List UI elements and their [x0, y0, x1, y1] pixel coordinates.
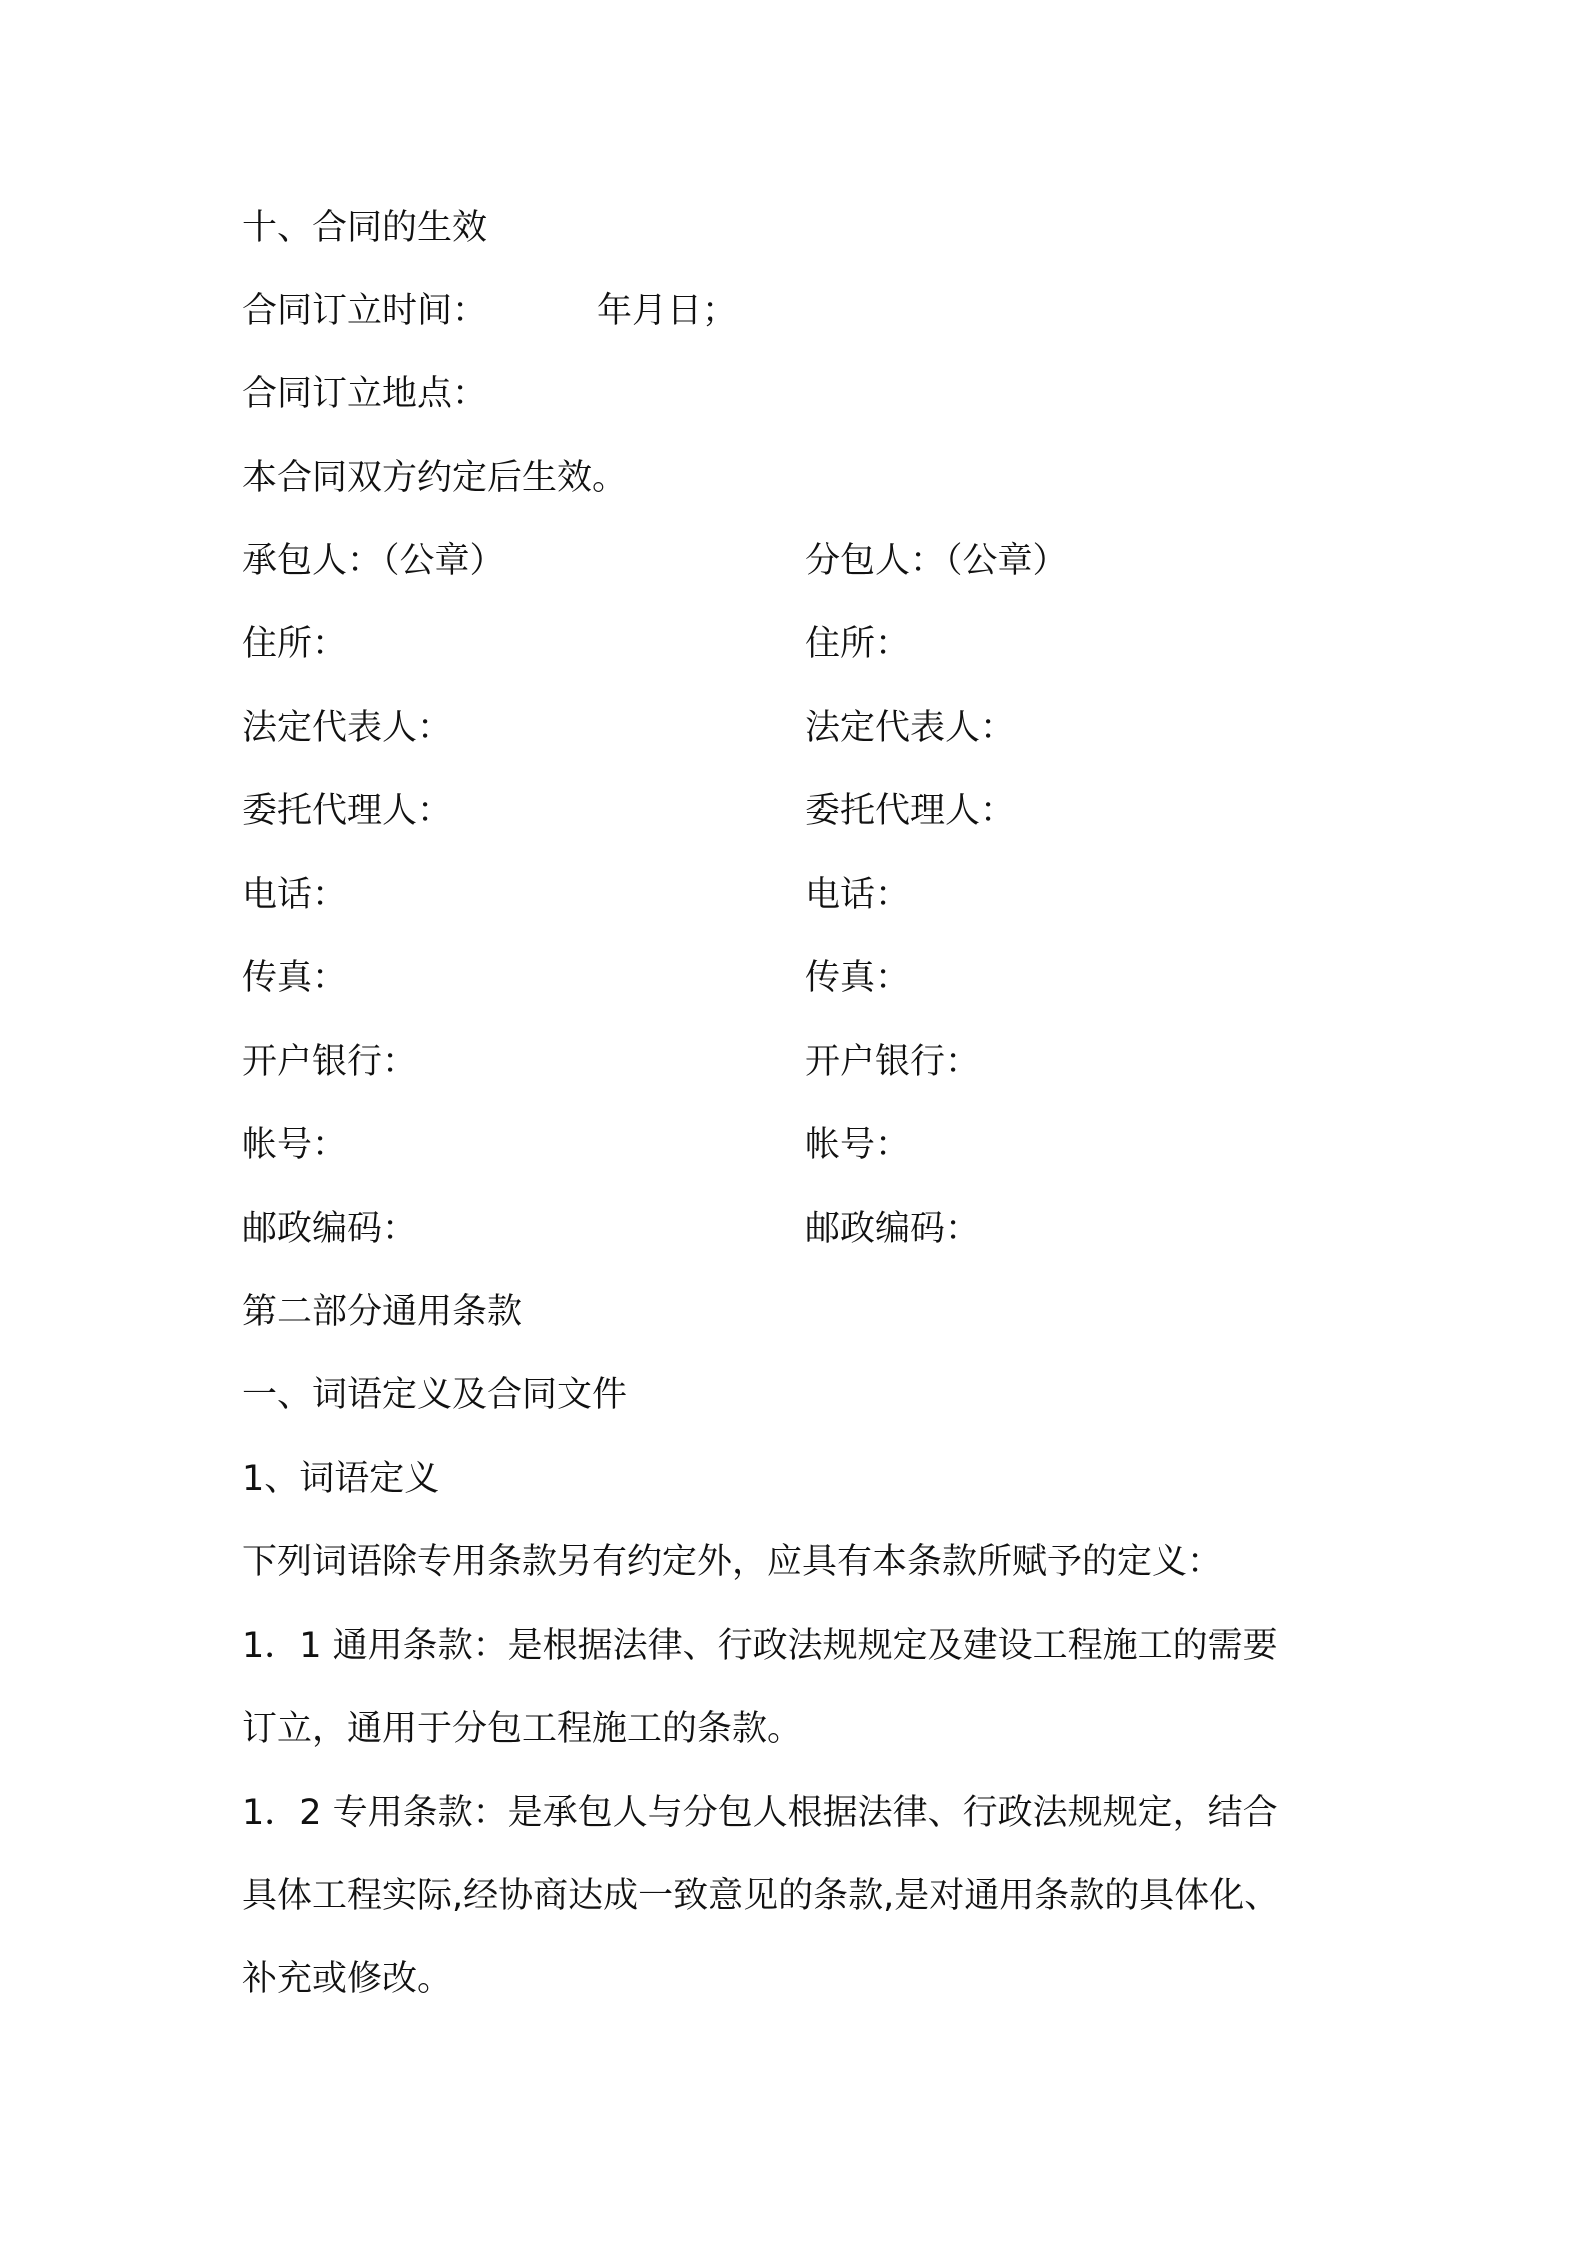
- contractor-phone-label: 电话：: [242, 875, 348, 915]
- contractor-seal-label: 承包人：（公章）: [242, 541, 505, 581]
- part-two-title: 第二部分通用条款: [242, 1292, 523, 1332]
- subcontractor-agent-label: 委托代理人：: [805, 791, 1016, 831]
- section-heading: 十、合同的生效: [242, 208, 488, 248]
- sign-time-date: 年月日；: [597, 291, 738, 331]
- contractor-address-label: 住所：: [242, 624, 348, 664]
- subcontractor-account-label: 帐号：: [805, 1125, 911, 1165]
- contractor-agent-label: 委托代理人：: [242, 791, 453, 831]
- item-1-1-line-2: 订立，通用于分包工程施工的条款。: [242, 1709, 803, 1749]
- item-1-2-line-1: 1．2 专用条款：是承包人与分包人根据法律、行政法规规定，结合: [242, 1793, 1278, 1833]
- contractor-postcode-label: 邮政编码：: [242, 1209, 418, 1249]
- contractor-bank-label: 开户银行：: [242, 1042, 418, 1082]
- definitions-intro: 下列词语除专用条款另有约定外，应具有本条款所赋予的定义：: [242, 1542, 1223, 1582]
- item-1-1-line-1: 1．1 通用条款：是根据法律、行政法规规定及建设工程施工的需要: [242, 1626, 1278, 1666]
- subcontractor-address-label: 住所：: [805, 624, 911, 664]
- chapter-one-heading: 一、词语定义及合同文件: [242, 1375, 628, 1415]
- subcontractor-postcode-label: 邮政编码：: [805, 1209, 981, 1249]
- effect-statement: 本合同双方约定后生效。: [242, 458, 628, 498]
- subcontractor-phone-label: 电话：: [805, 875, 911, 915]
- contractor-account-label: 帐号：: [242, 1125, 348, 1165]
- subcontractor-seal-label: 分包人：（公章）: [805, 541, 1068, 581]
- item-1-2-line-2: 具体工程实际,经协商达成一致意见的条款,是对通用条款的具体化、: [242, 1876, 1280, 1916]
- contractor-legal-rep-label: 法定代表人：: [242, 708, 453, 748]
- subcontractor-fax-label: 传真：: [805, 958, 911, 998]
- subcontractor-legal-rep-label: 法定代表人：: [805, 708, 1016, 748]
- subcontractor-bank-label: 开户银行：: [805, 1042, 981, 1082]
- sign-time-label: 合同订立时间：: [242, 291, 488, 331]
- contractor-fax-label: 传真：: [242, 958, 348, 998]
- clause-1-title: 1、词语定义: [242, 1459, 440, 1499]
- item-1-2-line-3: 补充或修改。: [242, 1959, 453, 1999]
- sign-place-label: 合同订立地点：: [242, 374, 488, 414]
